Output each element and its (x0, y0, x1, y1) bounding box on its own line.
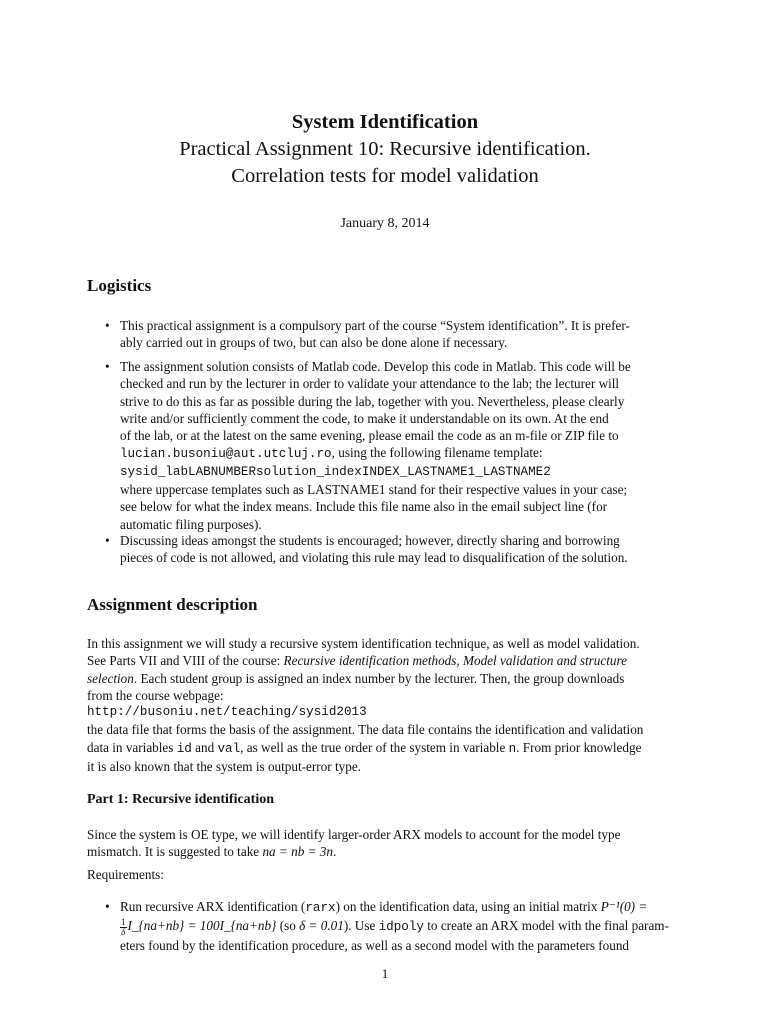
document-subtitle-line2: Correlation tests for model validation (231, 165, 539, 187)
section-heading-assignment: Assignment description (87, 595, 258, 614)
email-link[interactable]: lucian.busoniu@aut.utcluj.ro (120, 447, 332, 462)
document-title: System Identification (291, 111, 479, 133)
bullet-icon: • (105, 318, 110, 333)
list-item: • Run recursive ARX identification (rarx) on the identification data, using an initial matrix P⁻¹(0) = $\frac{1}{\delta}$ I_{na+nb} = 100I_{na+nb} (so δ = 0.01). Use idpoly to create an ARX model with the final param- eters found by the identification procedure, as well as a second model with the parameters found (105, 899, 669, 953)
list-item: • This practical assignment is a compulsory part of the course “System identification”. It is prefer- ably carried out in groups of two, but can also be done alone if necessary. (105, 318, 630, 351)
list-item: • The assignment solution consists of Matlab code. Develop this code in Matlab. This code will be checked and run by the lecturer in order to validate your attendance to the lab; the lecturer will strive to do this as far as possible during the lab, together with you. Nevertheless, please clearly write and/or sufficiently comment the code, to make it understandable on its own. At the end of the lab, or at the latest on the same evening, please email the code as an m-file or ZIP file to lucian.busoniu@aut.utcluj.ro, using the following filename template: sysid_labLABNUMBERsolution_indexINDEX_LASTNAME1_LASTNAME2 where uppercase templates such as LASTNAME1 stand for their respective values in your case; see below for what the index means. Include this file name also in the email subject line (for automatic filing purposes). (87, 358, 675, 533)
section-heading-part1: Part 1: Recursive identification (87, 792, 275, 807)
fraction: $\frac{1}{\delta}$ (121, 916, 126, 937)
section-heading-logistics: Logistics (87, 276, 152, 295)
bullet-icon: • (105, 533, 110, 548)
document-subtitle-line1: Practical Assignment 10: Recursive identification. (179, 138, 591, 160)
assignment-paragraph: In this assignment we will study a recursive system identification technique, as well as model validation. See Parts VII and VIII of the course: Recursive identification methods, Model validation and structure selection. Each student group is assigned an index number by the lecturer. Then, the group downloads from the course webpage: http://busoniu.net/teaching/sysid2013 the data file that forms the basis of the assignment. The data file contains the identification and validation data in variables id and val, as well as the true order of the system in variable n. From prior knowledge it is also known that the system is output-error type. (87, 635, 675, 775)
bullet-icon: • (105, 899, 110, 914)
requirements-label: Requirements: (87, 867, 164, 882)
course-url-link[interactable]: http://busoniu.net/teaching/sysid2013 (87, 705, 367, 720)
document-date: January 8, 2014 (340, 216, 430, 231)
bullet-icon: • (105, 359, 110, 374)
part1-paragraph: Since the system is OE type, we will identify larger-order ARX models to account for the model type mismatch. It is suggested to take na = nb = 3n. (87, 827, 621, 860)
list-item: • Discussing ideas amongst the students is encouraged; however, directly sharing and borrowing pieces of code is not allowed, and violating this rule may lead to disqualification of the solution. (105, 533, 628, 566)
filename-template: sysid_labLABNUMBERsolution_indexINDEX_LASTNAME1_LASTNAME2 (120, 464, 551, 479)
page-number: 1 (381, 966, 389, 981)
